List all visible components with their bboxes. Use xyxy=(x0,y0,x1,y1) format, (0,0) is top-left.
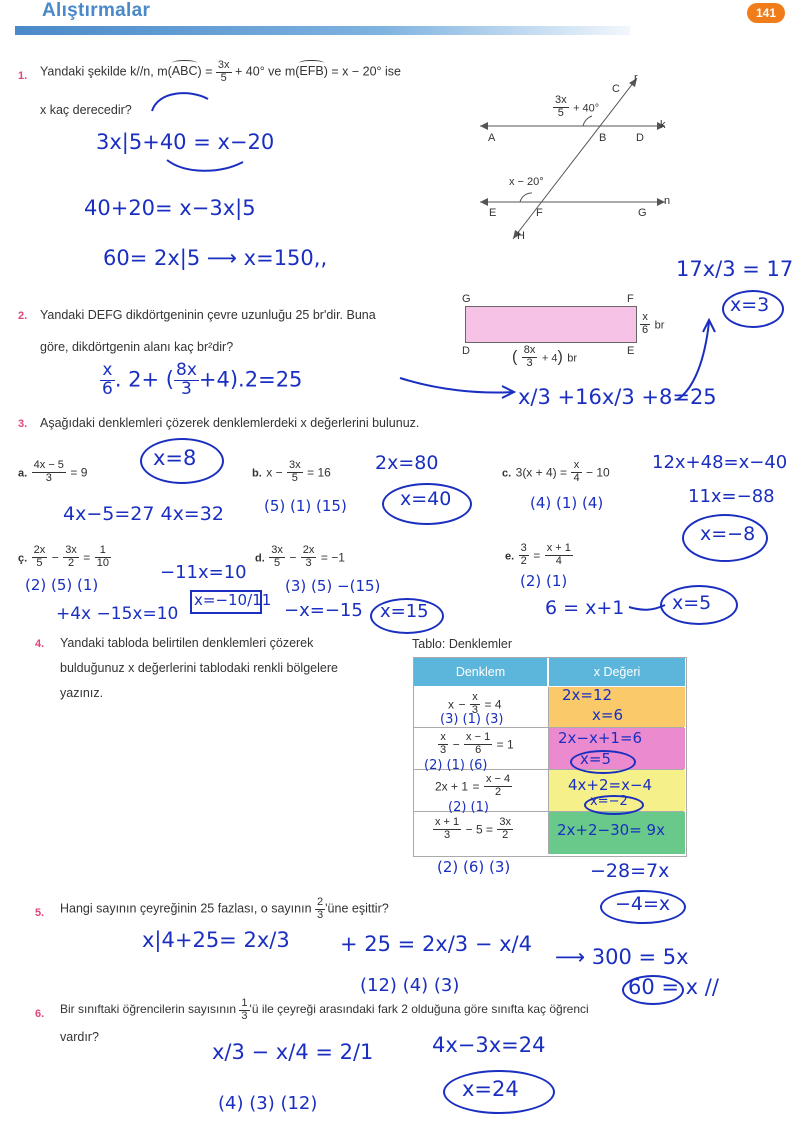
q3-eq-c xyxy=(502,460,610,484)
q3-hw-d3: x=15 xyxy=(380,601,429,622)
q4-r4-frac-1-d: 3 xyxy=(444,828,451,841)
q3-cc-equals: = xyxy=(83,550,91,565)
q5-text-a: Hangi sayının çeyreğinin 25 fazlası, o sayının xyxy=(60,901,312,916)
q4-r4-op: − 5 = xyxy=(465,822,493,837)
question-4-line1: Yandaki tabloda belirtilen denklemleri çözerek xyxy=(60,636,314,650)
q3-cc-frac-2-n: 3x xyxy=(65,544,77,556)
q1-hw-arc-top xyxy=(150,93,210,113)
q3-c-rhs: − 10 xyxy=(586,465,610,480)
q1-point-h: H xyxy=(517,230,525,242)
q3-hw-d1: (3) (5) −(15) xyxy=(285,577,381,595)
q2-side-frac-d: 6 xyxy=(642,323,649,336)
q4-r2-frac-2-d: 6 xyxy=(475,743,482,756)
q1-line-n: n xyxy=(664,195,671,207)
q4-r4-frac-1-n: x + 1 xyxy=(435,816,460,828)
q6-handwriting-2: (4) (3) (12) xyxy=(218,1093,318,1114)
q3-cc-frac-3-n: 1 xyxy=(95,545,111,558)
q4-r4-frac-1 xyxy=(433,817,461,841)
q4-hw-marks-3: (2) (1) xyxy=(448,800,489,815)
q5-text-b: 'üne eşittir? xyxy=(325,901,389,916)
q2-point-d: D xyxy=(462,345,470,357)
q1-line-k: k xyxy=(660,119,666,131)
q6-frac-d: 3 xyxy=(241,1009,248,1022)
q3-e-frac-2-n: x + 1 xyxy=(546,542,571,554)
q3-b-frac-d: 5 xyxy=(291,471,298,484)
q3-e-frac-2 xyxy=(545,543,573,567)
q2-hw-arrow-up xyxy=(675,318,715,403)
q2-bottom-frac-d: 3 xyxy=(526,356,533,369)
q2-paren-open: ( xyxy=(512,348,518,366)
question-4-line2: bulduğunuz x değerlerini tablodaki renkli bölgelere xyxy=(60,661,338,675)
q6-frac-n: 1 xyxy=(241,997,248,1009)
q3-c-frac-d: 4 xyxy=(573,471,580,484)
q3-a-label: a. xyxy=(18,467,28,480)
q3-d-minus: − xyxy=(289,550,297,565)
q1-point-b: B xyxy=(599,132,607,144)
q3-d-rhs: = −1 xyxy=(320,550,345,565)
q2-paren-close: ) xyxy=(557,348,563,366)
q5-frac-d: 3 xyxy=(317,908,324,921)
q6-text-a: Bir sınıftaki öğrencilerin sayısının xyxy=(60,1002,237,1017)
q3-hw-a2: 4x−5=27 4x=32 xyxy=(63,503,224,525)
q3-c-frac xyxy=(571,460,581,484)
q4-col-header-equation: Denklem xyxy=(414,658,547,686)
q1-angle-top-label xyxy=(553,95,599,119)
q3-cc-frac-2 xyxy=(63,545,79,569)
q2-hw-end: +4).2=25 xyxy=(198,367,303,392)
q1-angle-frac xyxy=(553,95,569,119)
q3-cc-frac-1 xyxy=(32,545,48,569)
q2-bottom-frac xyxy=(522,345,538,369)
q3-b-rhs: = 16 xyxy=(307,465,331,480)
q4-hw-bottom-1: −28=7x xyxy=(590,860,670,882)
q1-hw-arc-bottom xyxy=(165,158,245,174)
q3-d-frac-2-n: 2x xyxy=(302,544,315,556)
q2-hw-frac-2-n: 8x xyxy=(176,360,197,380)
q4-hw-marks-2: (2) (1) (6) xyxy=(424,758,488,773)
question-1-number: 1. xyxy=(18,70,28,82)
q3-b-label: b. xyxy=(252,467,262,480)
question-2-line1: Yandaki DEFG dikdörtgeninin çevre uzunluğu 25 br'dir. Buna xyxy=(40,308,376,322)
q4-hw-bottom-marks: (2) (6) (3) xyxy=(437,858,511,876)
q2-hw-mid: . 2+ ( xyxy=(114,367,175,392)
q1-arc-abc: ABC xyxy=(171,64,198,79)
q2-side-frac-n: x xyxy=(640,312,650,325)
q3-a-frac xyxy=(32,460,66,484)
q3-hw-b1: 2x=80 xyxy=(375,452,439,474)
q4-row-2-equation xyxy=(438,732,514,756)
q4-hw-val-3b: x=−2 xyxy=(590,794,628,809)
q2-point-g: G xyxy=(462,293,471,305)
question-6-text xyxy=(60,998,589,1022)
q4-r1-frac-d: 3 xyxy=(471,703,479,716)
q3-eq-a xyxy=(18,460,87,484)
q1-arc-efb: EFB xyxy=(299,64,324,79)
q5-frac-n: 2 xyxy=(317,896,324,908)
q4-r4-frac-2-d: 2 xyxy=(502,828,509,841)
q1-angle-frac-d: 5 xyxy=(557,106,564,119)
q3-e-frac-1-n: 3 xyxy=(520,542,527,554)
q3-d-label: d. xyxy=(255,552,265,565)
q4-table-title: Tablo: Denklemler xyxy=(412,637,513,651)
q4-r2-frac-2 xyxy=(464,732,492,756)
q3-d-frac-1-n: 3x xyxy=(271,544,283,556)
q1-line-r: r xyxy=(634,72,638,84)
q3-cc-frac-3-d: 10 xyxy=(96,556,109,569)
question-1-line2: x kaç derecedir? xyxy=(40,103,132,117)
q3-hw-e3: x=5 xyxy=(672,592,712,614)
q3-hw-e1: (2) (1) xyxy=(520,572,568,590)
question-5-number: 5. xyxy=(35,907,45,919)
question-3-text: Aşağıdaki denklemleri çözerek denklemlerdeki x değerlerini bulunuz. xyxy=(40,416,420,430)
q1-point-c: C xyxy=(612,83,620,95)
q3-e-equals: = xyxy=(533,548,541,563)
q3-e-frac-1-d: 2 xyxy=(520,554,527,567)
q1-text-d: ) = x − 20° ise xyxy=(323,64,401,79)
q6-text-b: 'ü ile çeyreği arasındaki fark 2 olduğuna göre sınıfta kaç öğrenci xyxy=(249,1002,589,1017)
q3-cc-frac-2-d: 2 xyxy=(67,556,75,569)
q1-frac-n: 3x xyxy=(217,59,230,71)
q2-handwriting-1 xyxy=(100,362,302,399)
q2-handwriting-2: x/3 +16x/3 +8=25 xyxy=(518,385,717,409)
q1-point-e: E xyxy=(489,207,497,219)
question-2-line2: göre, dikdörtgenin alanı kaç br²dir? xyxy=(40,340,234,354)
q3-hw-cc3: x=−10/11 xyxy=(194,591,272,609)
q4-hw-val-1b: x=6 xyxy=(592,706,623,724)
q4-r4-frac-2 xyxy=(497,817,513,841)
q1-angle-plus: + 40° xyxy=(573,102,600,115)
q4-r2-frac-1-d: 3 xyxy=(440,743,447,756)
q3-hw-c3: (4) (1) (4) xyxy=(530,494,604,512)
q1-point-d: D xyxy=(636,132,644,144)
q1-fraction xyxy=(216,60,232,84)
q1-point-f: F xyxy=(536,207,543,219)
q2-handwriting-3: 17x/3 = 17 xyxy=(676,257,794,281)
q1-handwriting-3: 60= 2x|5 ⟶ x=150,, xyxy=(103,246,328,270)
q3-b-x: x − xyxy=(266,465,283,480)
q2-side-unit: br xyxy=(654,319,665,332)
question-6-number: 6. xyxy=(35,1008,45,1020)
q2-point-e: E xyxy=(627,345,635,357)
q3-a-frac-n: 4x − 5 xyxy=(33,459,64,471)
q3-b-frac xyxy=(287,460,303,484)
q2-hw-frac-1 xyxy=(100,362,115,399)
q4-hw-val-2b: x=5 xyxy=(580,750,611,768)
q3-b-frac-n: 3x xyxy=(289,459,301,471)
q3-cc-frac-1-n: 2x xyxy=(33,544,46,556)
q4-hw-marks-1: (3) (1) (3) xyxy=(440,712,504,727)
q3-eq-cc xyxy=(18,545,111,569)
q4-r3-frac-d: 2 xyxy=(494,785,502,798)
q1-handwriting-2: 40+20= x−3x|5 xyxy=(84,196,256,220)
question-1-text xyxy=(40,60,401,84)
q4-r1-rhs: = 4 xyxy=(484,697,502,712)
question-5-text xyxy=(60,897,389,921)
q2-point-f: F xyxy=(627,293,634,305)
q2-bottom-plus: + 4 xyxy=(541,352,558,365)
q3-hw-b3: x=40 xyxy=(400,488,452,510)
q5-handwriting-4: ⟶ 300 = 5x xyxy=(555,945,689,969)
q3-hw-cc1: (2) (5) (1) xyxy=(25,576,99,594)
q2-bottom-unit: br xyxy=(567,352,578,365)
question-2-number: 2. xyxy=(18,310,28,322)
q3-hw-cc2: −11x=10 xyxy=(160,562,247,583)
q3-hw-d2: −x=−15 xyxy=(284,600,363,621)
q1-text-b: ) = xyxy=(197,64,213,79)
q3-cc-frac-1-d: 5 xyxy=(36,556,43,569)
q3-a-rhs: = 9 xyxy=(70,465,88,480)
q3-a-frac-d: 3 xyxy=(45,471,52,484)
q4-hw-val-2a: 2x−x+1=6 xyxy=(558,729,643,747)
question-4-number: 4. xyxy=(35,638,45,650)
q3-cc-label: ç. xyxy=(18,552,28,565)
q4-r1-frac-n: x xyxy=(470,692,480,705)
q3-hw-c2: 11x=−88 xyxy=(688,486,775,507)
q4-col-divider xyxy=(548,687,549,854)
q6-handwriting-4: x=24 xyxy=(462,1077,519,1101)
question-3-number: 3. xyxy=(18,418,28,430)
q1-point-a: A xyxy=(488,132,496,144)
q3-e-label: e. xyxy=(505,550,515,563)
q4-r1-n1: x xyxy=(448,697,454,712)
q2-side-label xyxy=(640,312,664,336)
q2-bottom-frac-n: 8x xyxy=(523,344,536,356)
q2-hw-arrow xyxy=(398,370,518,400)
q4-hw-val-4a: 2x+2−30= 9x xyxy=(557,821,665,839)
q6-handwriting-1: x/3 − x/4 = 2/1 xyxy=(212,1040,374,1064)
q5-handwriting-3: (12) (4) (3) xyxy=(360,975,460,996)
q3-hw-cc4: +4x −15x=10 xyxy=(56,604,179,624)
q5-handwriting-1: x|4+25= 2x/3 xyxy=(142,928,290,952)
q1-text-a: Yandaki şekilde k//n, m( xyxy=(40,64,172,79)
page-title: Alıştırmalar xyxy=(42,0,151,21)
q4-hw-val-1a: 2x=12 xyxy=(562,686,613,704)
question-6-line2: vardır? xyxy=(60,1030,99,1044)
q3-c-frac-n: x xyxy=(571,460,581,473)
q3-hw-c1: 12x+48=x−40 xyxy=(652,452,788,473)
q3-hw-e2: 6 = x+1 xyxy=(545,597,625,619)
q5-handwriting-2: + 25 = 2x/3 − x/4 xyxy=(340,932,532,956)
q1-text-c: + 40° ve m( xyxy=(235,64,300,79)
q3-hw-c4: x=−8 xyxy=(700,523,756,545)
q6-fraction xyxy=(239,998,249,1022)
q3-c-lhs: 3(x + 4) = xyxy=(515,465,567,480)
q4-r3-n1: 2x + 1 xyxy=(435,779,469,794)
q3-cc-minus: − xyxy=(51,550,59,565)
q1-frac-d: 5 xyxy=(220,71,227,84)
q4-row-divider xyxy=(414,727,684,728)
q3-eq-d xyxy=(255,545,345,569)
q2-rectangle xyxy=(465,306,637,343)
q4-row-3-equation xyxy=(435,774,512,798)
q4-r4-frac-2-n: 3x xyxy=(499,816,512,828)
q3-d-frac-2 xyxy=(301,545,317,569)
q4-r3-frac-n: x − 4 xyxy=(485,773,511,785)
q6-handwriting-3: 4x−3x=24 xyxy=(432,1033,546,1057)
q3-e-frac-2-d: 4 xyxy=(555,554,562,567)
q2-hw-frac-1-n: x xyxy=(100,362,115,381)
q4-col-header-x-value: x Değeri xyxy=(549,658,685,686)
q1-point-g: G xyxy=(638,207,647,219)
q2-side-frac xyxy=(640,312,650,336)
q4-r2-frac-2-n: x − 1 xyxy=(466,731,491,743)
q3-hw-b2: (5) (1) (15) xyxy=(264,497,347,515)
page-number-badge: 141 xyxy=(747,3,785,23)
q3-cc-frac-3 xyxy=(95,545,111,569)
q2-bottom-label xyxy=(512,345,577,369)
q3-eq-e xyxy=(505,543,573,567)
q4-row-4-equation xyxy=(433,817,513,841)
question-4-line3: yazınız. xyxy=(60,686,104,700)
q3-d-frac-1 xyxy=(269,545,285,569)
q4-hw-val-3a: 4x+2=x−4 xyxy=(568,776,653,794)
q1-handwriting-1: 3x|5+40 = x−20 xyxy=(96,130,275,154)
q3-eq-b xyxy=(252,460,331,484)
q2-hw-frac-1-d: 6 xyxy=(102,378,113,399)
q4-r2-frac-1-n: x xyxy=(438,732,448,745)
q5-fraction xyxy=(315,897,325,921)
q4-r2-rhs: = 1 xyxy=(496,737,514,752)
q2-hw-frac-2-d: 3 xyxy=(181,378,192,399)
q4-hw-bottom-2: −4=x xyxy=(615,893,671,915)
q5-handwriting-5: 60 = x // xyxy=(628,975,719,999)
q1-angle-frac-n: 3x xyxy=(555,94,567,106)
q4-r2-op: − xyxy=(452,737,460,752)
q3-d-frac-2-d: 3 xyxy=(305,556,312,569)
q4-r1-op: − xyxy=(458,697,466,712)
q3-d-frac-1-d: 5 xyxy=(273,556,281,569)
q3-c-label: c. xyxy=(502,467,512,480)
q2-handwriting-4: x=3 xyxy=(730,294,770,316)
q3-e-frac-1 xyxy=(519,543,529,567)
q1-angle-bottom-label: x − 20° xyxy=(509,176,544,188)
q4-r3-frac xyxy=(484,774,512,798)
q4-r3-op: = xyxy=(472,779,480,794)
q4-r2-frac-1 xyxy=(438,732,448,756)
q2-hw-frac-2 xyxy=(174,362,199,399)
header-bar xyxy=(15,26,630,35)
q3-hw-a1: x=8 xyxy=(153,446,197,470)
